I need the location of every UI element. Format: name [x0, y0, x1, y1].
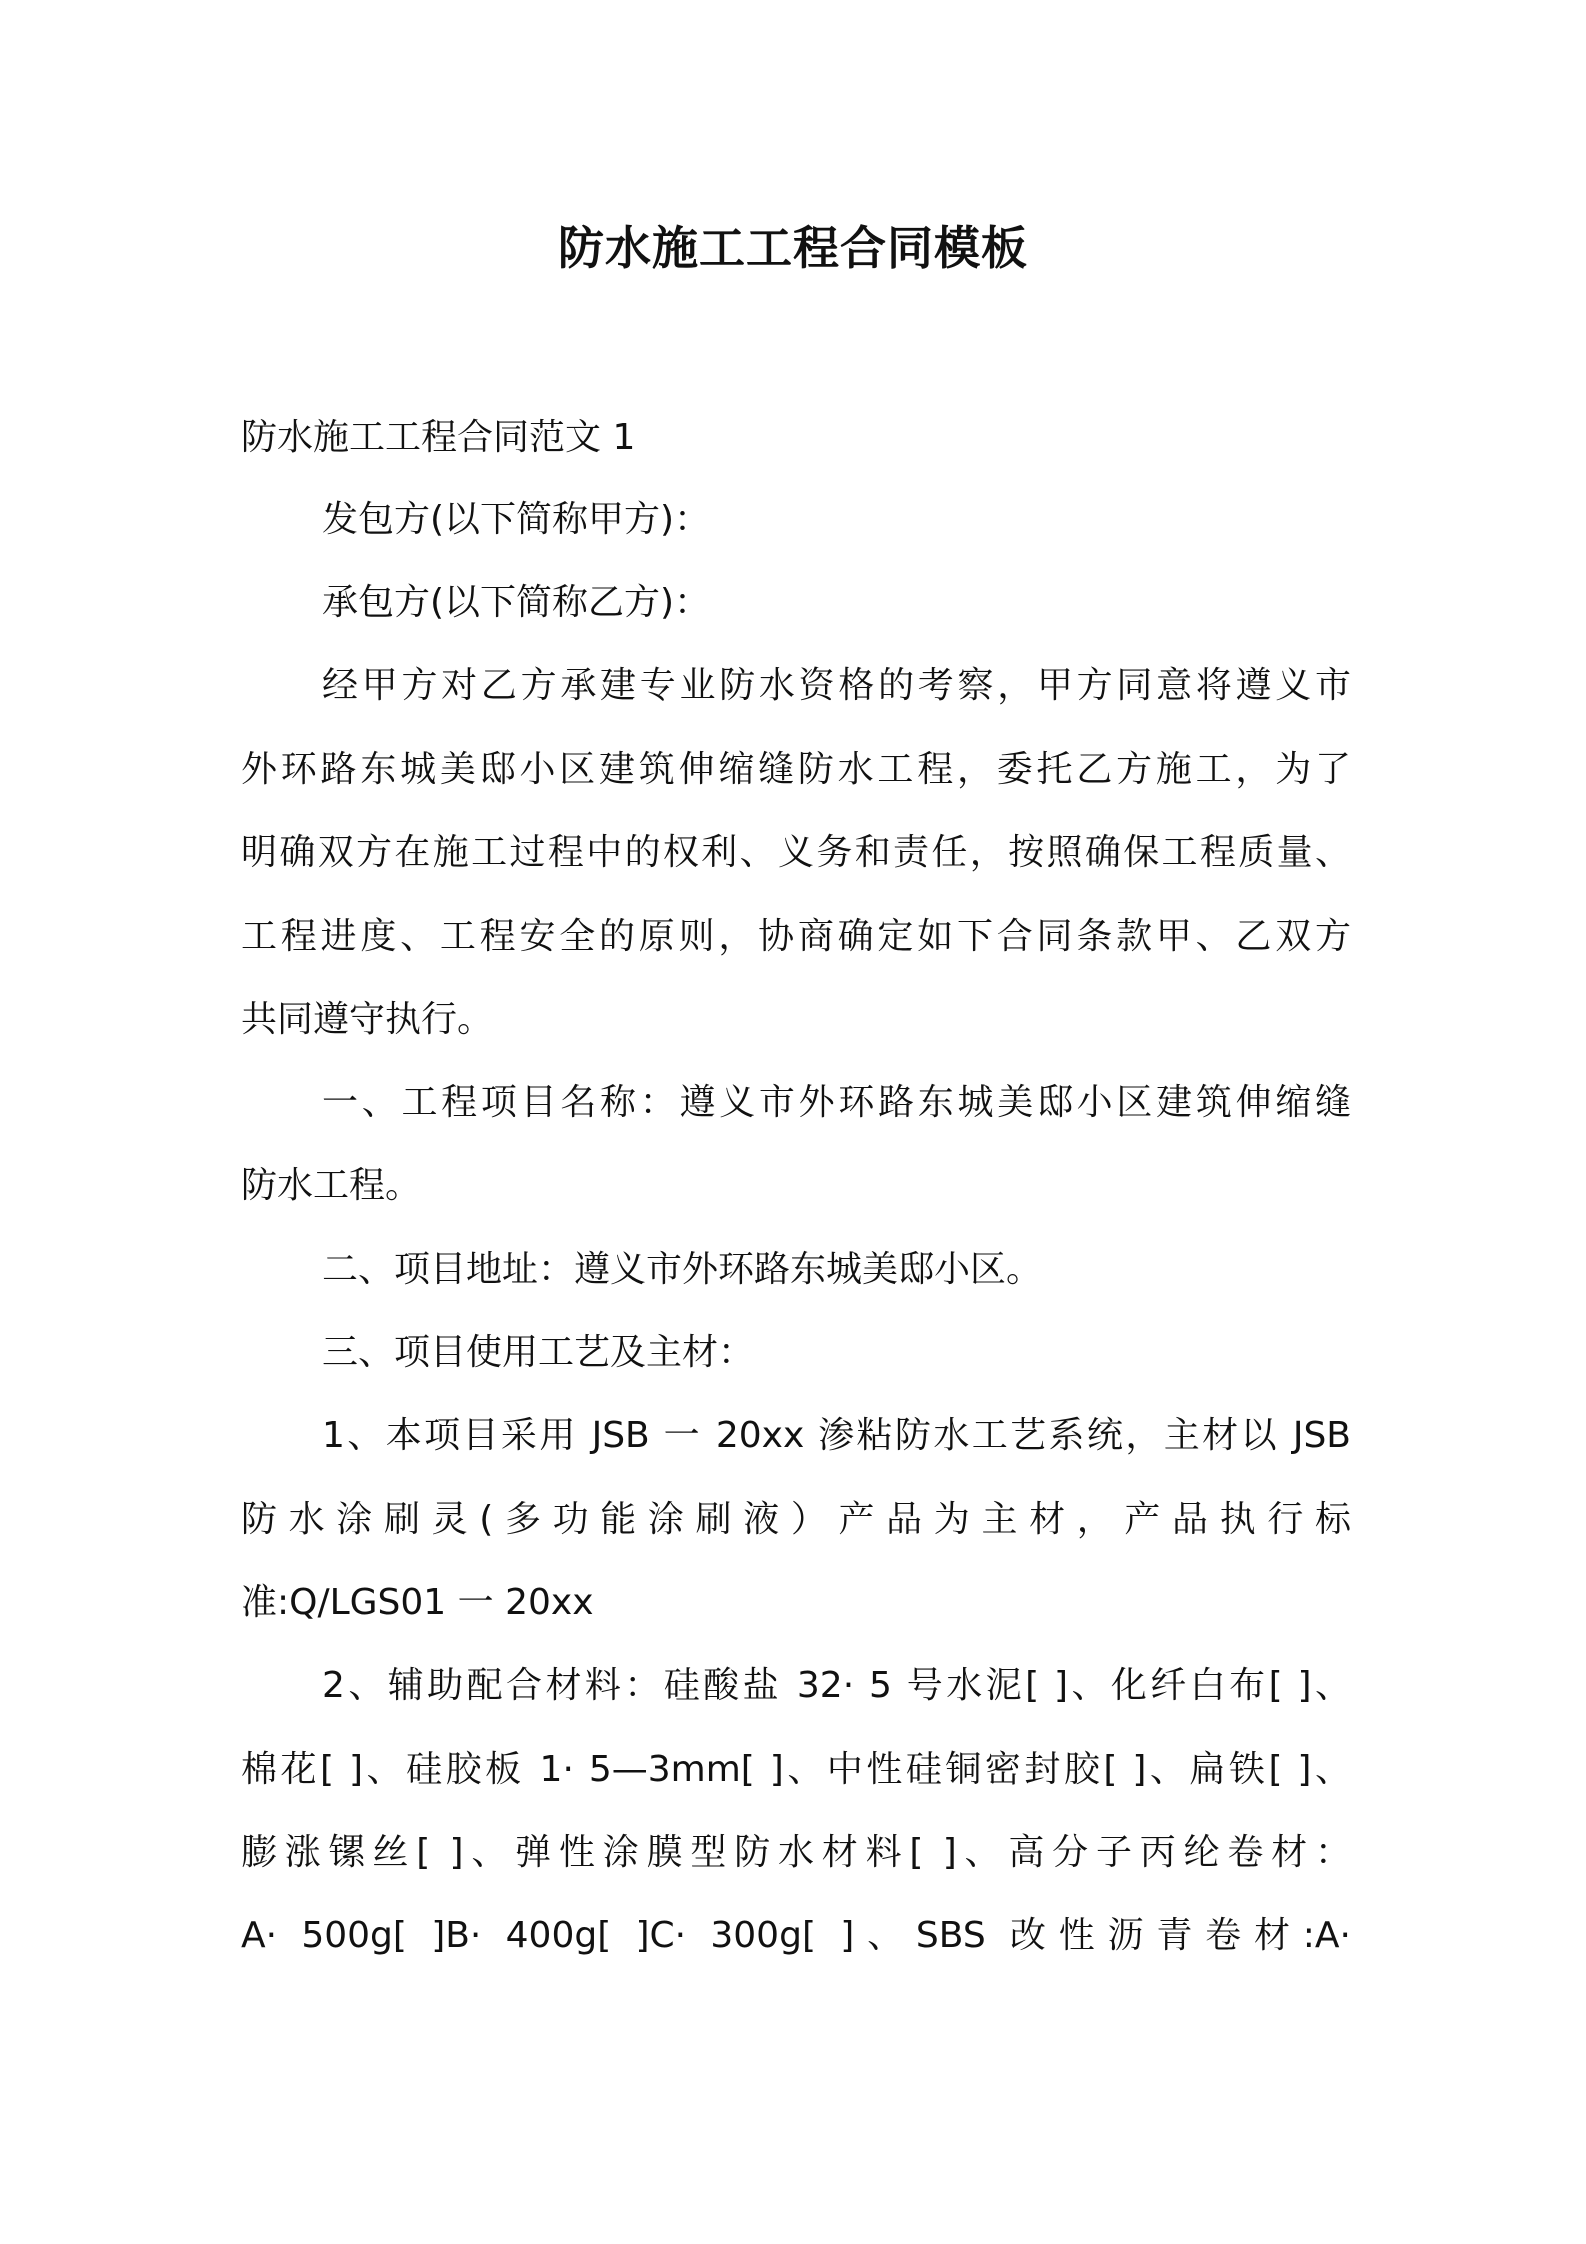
clause-line: 1、本项目采用 JSB 一 20xx 渗粘防水工艺系统，主材以 JSB [322, 1415, 1351, 1456]
clause-line: 一、工程项目名称：遵义市外环路东城美邸小区建筑伸缩缝 [322, 1082, 1351, 1123]
clause-line: A· 500g[ ]B· 400g[ ]C· 300g[ ]、SBS 改性沥青卷材:A· [241, 1915, 1351, 1956]
party-a-line: 发包方(以下简称甲方)： [322, 499, 711, 540]
clause-line: 防水工程。 [241, 1165, 422, 1206]
clause-line: 二、项目地址：遵义市外环路东城美邸小区。 [322, 1249, 1043, 1290]
document-title: 防水施工工程合同模板 [558, 221, 1028, 275]
paragraph-line: 外环路东城美邸小区建筑伸缩缝防水工程，委托乙方施工，为了 [241, 749, 1351, 790]
paragraph-line: 工程进度、工程安全的原则，协商确定如下合同条款甲、乙双方 [241, 916, 1351, 957]
party-b-line: 承包方(以下简称乙方)： [322, 582, 711, 623]
clause-line: 膨涨镙丝[ ]、弹性涂膜型防水材料[ ]、高分子丙纶卷材： [241, 1832, 1351, 1873]
clause-line: 三、项目使用工艺及主材： [322, 1332, 755, 1373]
clause-line: 防水涂刷灵(多功能涂刷液）产品为主材，产品执行标 [241, 1499, 1351, 1540]
paragraph-line: 明确双方在施工过程中的权利、义务和责任，按照确保工程质量、 [241, 832, 1351, 873]
section-heading: 防水施工工程合同范文 1 [241, 417, 636, 458]
paragraph-line: 共同遵守执行。 [241, 999, 494, 1040]
clause-line: 棉花[ ]、硅胶板 1· 5—3mm[ ]、中性硅铜密封胶[ ]、扁铁[ ]、 [241, 1749, 1351, 1790]
paragraph-line: 经甲方对乙方承建专业防水资格的考察，甲方同意将遵义市 [322, 665, 1351, 706]
clause-line: 准:Q/LGS01 一 20xx [241, 1582, 594, 1623]
clause-line: 2、辅助配合材料：硅酸盐 32· 5 号水泥[ ]、化纤白布[ ]、 [322, 1665, 1351, 1706]
